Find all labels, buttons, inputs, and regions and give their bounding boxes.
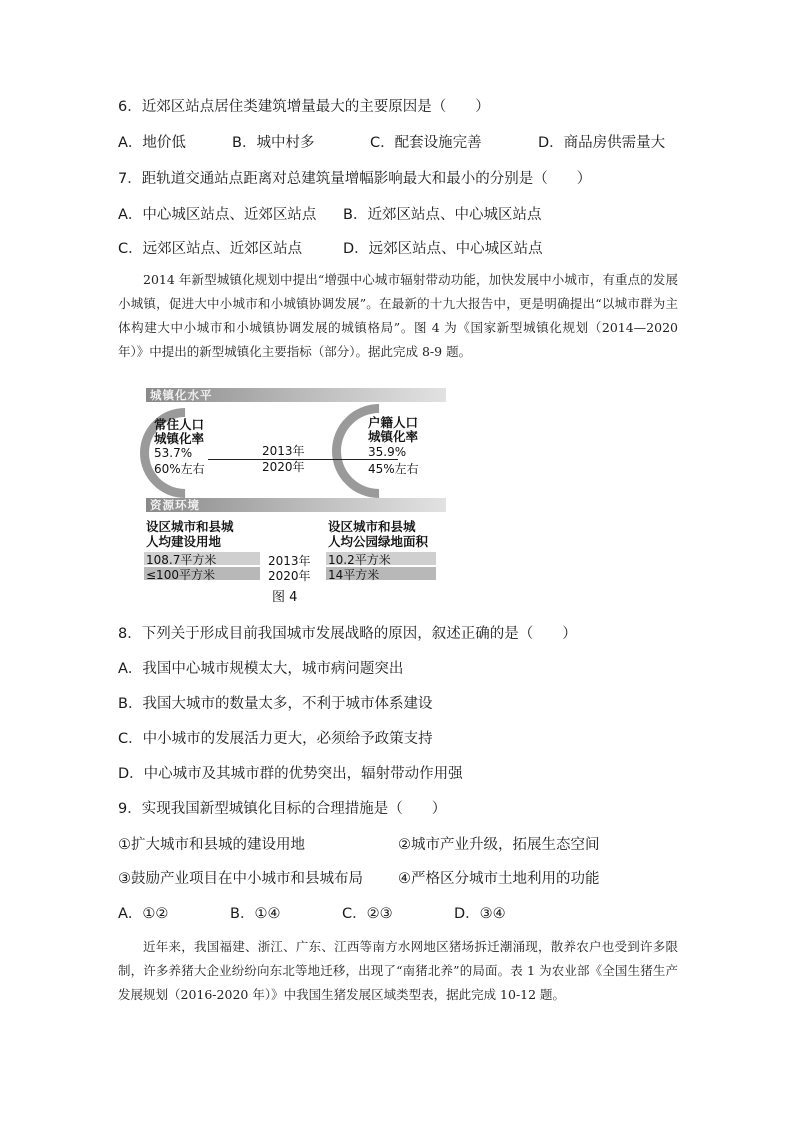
- q9-option-b: B．①④: [230, 906, 281, 922]
- question-8-stem: 8．下列关于形成目前我国城市发展战略的原因，叙述正确的是（ ）: [118, 626, 577, 642]
- q6-option-b: B．城中村多: [232, 135, 315, 151]
- hukou-urbanization-label-1: 户籍人口: [368, 415, 419, 430]
- q7-option-d: D．远郊区站点、中心城区站点: [343, 241, 543, 257]
- hukou-urbanization-2020: 45%左右: [368, 462, 419, 476]
- q9-item-2: ②城市产业升级，拓展生态空间: [398, 837, 600, 853]
- green-area-2020: 14平方米: [328, 568, 380, 582]
- q8-option-a: A．我国中心城市规模太大，城市病问题突出: [118, 661, 404, 677]
- year-2013-label: 2013年: [262, 444, 305, 458]
- construction-land-2020: ≤100平方米: [146, 568, 215, 582]
- hukou-urbanization-2013: 35.9%: [368, 445, 407, 459]
- q6-option-c: C．配套设施完善: [370, 135, 482, 151]
- resident-urbanization-2020: 60%左右: [154, 462, 205, 476]
- q7-option-b: B．近郊区站点、中心城区站点: [343, 207, 542, 223]
- passage-8-9: 2014 年新型城镇化规划中提出“增强中心城市辐射带动功能，加快发展中小城市，有重点的发展小城镇，促进大中小城市和小城镇协调发展”。在最新的十九大报告中，更是明确提出“以城市群为主体构建大中小城市和小城镇协调发展的城镇格局”。图 4 为《国家新型城镇化规划（2014—2020 年）》中提出的新型城镇化主要指标（部分）。据此完成 8-9 题。: [118, 272, 678, 359]
- question-6-stem: 6．近郊区站点居住类建筑增量最大的主要原因是（ ）: [118, 99, 490, 115]
- hukou-urbanization-label-2: 城镇化率: [368, 429, 419, 444]
- figure-4: [120, 382, 460, 605]
- question-7-stem: 7．距轨道交通站点距离对总建筑量增幅影响最大和最小的分别是（ ）: [118, 171, 592, 187]
- q6-option-a: A．地价低: [118, 135, 186, 151]
- construction-land-label-2: 人均建设用地: [146, 534, 222, 549]
- year-2020-label: 2020年: [262, 460, 305, 474]
- passage-10-12: 近年来，我国福建、浙江、广东、江西等南方水网地区猪场拆迁潮涌现，散养农户也受到许多限制，许多养猪大企业纷纷向东北等地迁移，出现了“南猪北养”的局面。表 1 为农业部《全国生猪生产发展规划（2016-2020 年）》中我国生猪发展区域类型表，据此完成 10-12 题。: [118, 939, 678, 1002]
- green-area-label-1: 设区城市和县城: [328, 519, 416, 534]
- section-title-resources: 资源环境: [150, 498, 200, 512]
- construction-land-label-1: 设区城市和县城: [146, 519, 234, 534]
- q9-item-1: ①扩大城市和县城的建设用地: [118, 837, 305, 853]
- q8-option-d: D．中心城市及其城市群的优势突出，辐射带动作用强: [118, 766, 463, 782]
- q6-option-d: D．商品房供需量大: [538, 135, 666, 151]
- q8-option-b: B．我国大城市的数量太多，不利于城市体系建设: [118, 696, 433, 712]
- green-area-label-2: 人均公园绿地面积: [328, 534, 429, 549]
- resident-urbanization-label-2: 城镇化率: [154, 431, 205, 446]
- q7-option-a: A．中心城区站点、近郊区站点: [118, 207, 317, 223]
- q9-option-d: D．③④: [454, 906, 506, 922]
- q7-option-c: C．远郊区站点、近郊区站点: [118, 241, 303, 257]
- figure-caption: 图 4: [272, 590, 298, 605]
- q9-item-3: ③鼓励产业项目在中小城市和县城布局: [118, 871, 363, 887]
- question-9-stem: 9．实现我国新型城镇化目标的合理措施是（ ）: [118, 801, 447, 817]
- q8-option-c: C．中小城市的发展活力更大，必须给予政策支持: [118, 731, 433, 747]
- resident-urbanization-2013: 53.7%: [154, 446, 193, 460]
- q9-item-4: ④严格区分城市土地利用的功能: [398, 871, 600, 887]
- green-area-2013: 10.2平方米: [328, 553, 391, 567]
- q9-option-a: A．①②: [118, 906, 169, 922]
- section-title-urbanization: 城镇化水平: [150, 388, 213, 402]
- construction-land-2013: 108.7平方米: [146, 553, 217, 567]
- year2-2020-label: 2020年: [268, 569, 311, 583]
- q9-option-c: C．②③: [342, 906, 393, 922]
- resident-urbanization-label-1: 常住人口: [154, 417, 205, 432]
- year2-2013-label: 2013年: [268, 554, 311, 568]
